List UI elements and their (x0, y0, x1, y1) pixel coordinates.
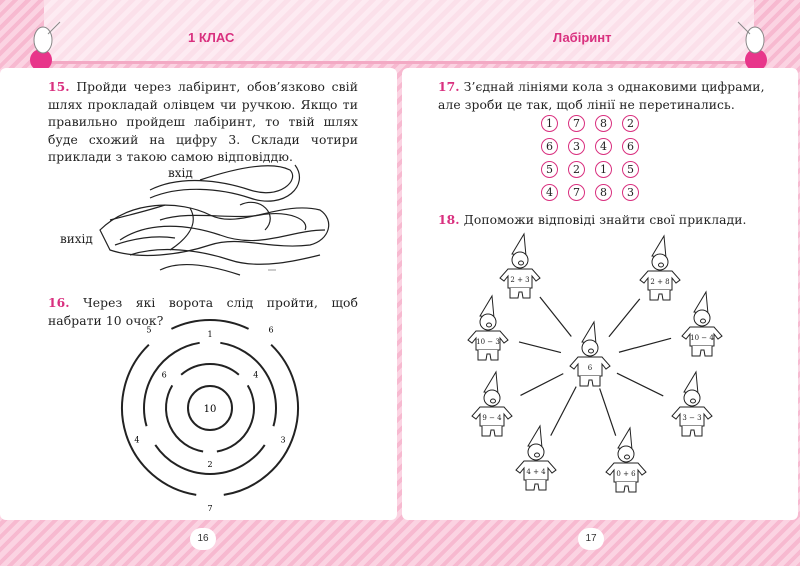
connector-line (521, 374, 564, 396)
number-circle[interactable]: 6 (541, 138, 558, 155)
gnome-label: 4 + 4 (526, 468, 546, 476)
gnome-example[interactable] (468, 296, 508, 360)
number-circle[interactable]: 2 (622, 115, 639, 132)
header-topic: Лабіринт (553, 30, 612, 45)
circular-maze (110, 320, 310, 513)
number-circle[interactable]: 3 (622, 184, 639, 201)
number-circle[interactable]: 1 (541, 115, 558, 132)
owl-on-ball-icon (26, 20, 60, 72)
page-header (44, 0, 754, 64)
connector-line (600, 388, 616, 435)
gate-label[interactable]: 6 (161, 370, 167, 380)
gate-label[interactable]: 4 (253, 370, 259, 380)
number-circle[interactable]: 1 (595, 161, 612, 178)
gnome-label: 10 − 4 (690, 334, 714, 342)
number-circle[interactable]: 4 (595, 138, 612, 155)
connector-line (617, 373, 663, 396)
gnome-label: 2 + 8 (650, 278, 670, 286)
maze-wall (220, 343, 276, 426)
maze-wall (181, 364, 239, 375)
owl-on-ball-icon (738, 20, 772, 72)
gate-label[interactable]: 1 (207, 330, 213, 339)
number-circle[interactable]: 7 (568, 115, 585, 132)
ribbon-maze (90, 160, 340, 285)
maze-wall (166, 385, 203, 451)
connector-line (619, 338, 671, 352)
page-number-right: 17 (578, 528, 604, 550)
gnome-example[interactable] (672, 372, 712, 436)
number-circle[interactable]: 7 (568, 184, 585, 201)
page-number-left: 16 (190, 528, 216, 550)
gnome-label: 9 − 4 (482, 414, 502, 422)
task-17: 17. З’єднай лініями кола з однаковими цифрами, але зроби це так, щоб лінії не перетинались. (438, 79, 765, 112)
number-circle[interactable]: 4 (541, 184, 558, 201)
connector-line (540, 297, 571, 336)
gnome-example[interactable] (682, 292, 722, 356)
number-circle[interactable]: 3 (568, 138, 585, 155)
number-circle[interactable]: 5 (622, 161, 639, 178)
gate-label[interactable]: 4 (134, 435, 140, 445)
gnome-example[interactable] (472, 372, 512, 436)
gate-label[interactable]: 5 (146, 325, 152, 335)
gnome-label: 3 − 3 (682, 414, 702, 422)
gnome-label: 0 + 6 (616, 470, 636, 478)
gnome-example[interactable] (606, 428, 646, 492)
number-circle[interactable]: 2 (568, 161, 585, 178)
gnomes-picture (440, 232, 740, 502)
maze-wall (144, 343, 200, 426)
maze-exit-label: вихід (60, 232, 93, 246)
gnome-example[interactable] (500, 234, 540, 298)
task-15: 15. Пройди через лабіринт, обов’язково свій шлях прокладай олівцем чи ручкою. Якщо ти правильно пройдеш лабіринт, то твій шлях буде схожий на цифру 3. Склади чотири приклади з такою самою відповіддю. (48, 79, 358, 164)
gnome-label: 2 + 3 (510, 276, 530, 284)
gnome-example[interactable] (640, 236, 680, 300)
connector-line (551, 387, 576, 436)
gate-label[interactable]: 7 (207, 504, 213, 513)
gate-label[interactable]: 2 (207, 460, 213, 469)
number-circle[interactable]: 8 (595, 184, 612, 201)
number-circles-grid (541, 115, 649, 201)
maze-wall (217, 385, 254, 451)
header-grade: 1 КЛАС (188, 30, 235, 45)
center-score: 10 (203, 404, 217, 415)
task-16: 16. Через які ворота слід пройти, щоб набрати 10 очок? (48, 295, 358, 328)
number-circle[interactable]: 5 (541, 161, 558, 178)
connector-line (519, 342, 561, 353)
gate-label[interactable]: 3 (280, 435, 286, 445)
connector-line (609, 299, 640, 337)
number-circle[interactable]: 6 (622, 138, 639, 155)
gate-label[interactable]: 6 (268, 325, 274, 335)
maze-entry-label: вхід (168, 166, 193, 180)
gnome-answer[interactable] (570, 322, 610, 386)
gnome-label: 6 (587, 364, 593, 372)
gnome-example[interactable] (516, 426, 556, 490)
task-18: 18. Допоможи відповіді знайти свої приклади. (438, 212, 747, 227)
maze-wall (171, 320, 248, 329)
number-circle[interactable]: 8 (595, 115, 612, 132)
gnome-label: 10 − 3 (476, 338, 500, 346)
